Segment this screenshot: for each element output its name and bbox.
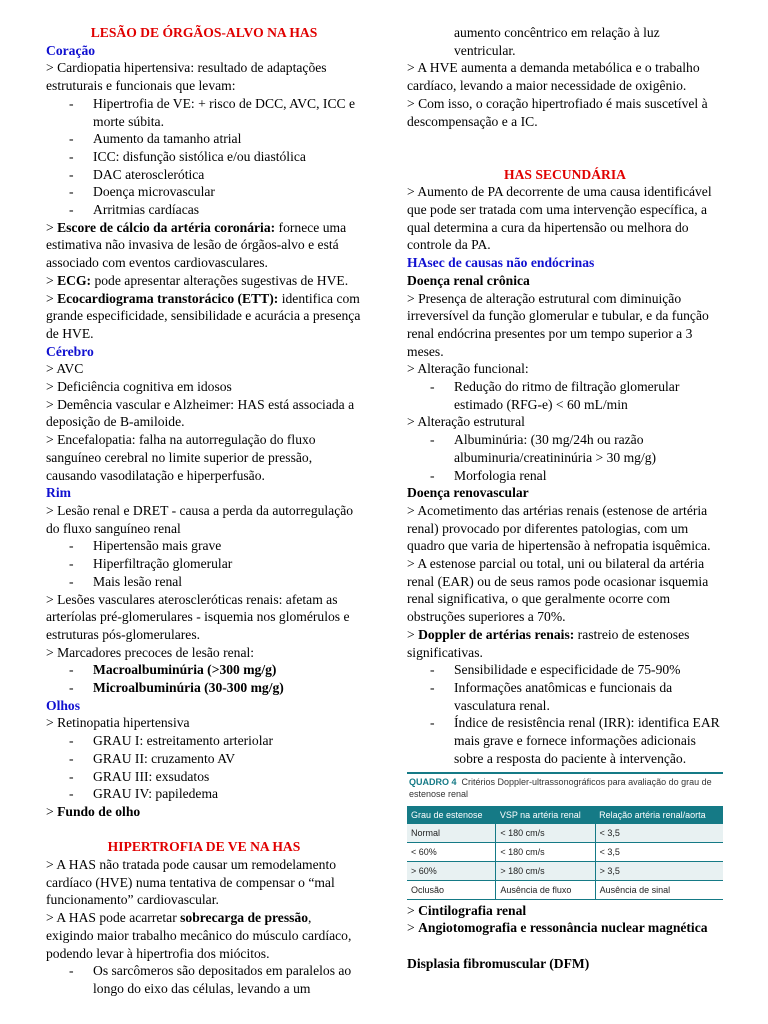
paragraph: > ECG: pode apresentar alterações sugestivas de HVE. [46,272,349,288]
bold-term: Ecocardiograma transtorácico (ETT): [57,290,279,306]
list-item: - GRAU I: estreitamento arteriolar [93,732,362,750]
list-item: - DAC aterosclerótica [93,166,362,184]
list-item: - Microalbuminúria (30-300 mg/g) [93,679,362,697]
paragraph: > A HAS pode acarretar sobrecarga de pressão, exigindo maior trabalho mecânico do músculo cardíaco, podendo levar à hipertrofia dos miócitos. [46,910,352,961]
heading-rim: Rim [46,485,71,501]
list-marcadores [46,661,362,696]
bold-term: Cintilografia renal [418,902,527,918]
table-header: Grau de estenose [407,806,496,824]
list-olhos [46,732,362,803]
bold-term: Doppler de artérias renais: [418,626,575,642]
list-item: - Hipertensão mais grave [93,537,362,555]
list-item: - Hipertrofia de VE: + risco de DCC, AVC, ICC e morte súbita. [93,95,362,130]
list-rim [46,537,362,590]
list-hve [46,962,362,997]
heading-drc: Doença renal crônica [407,272,530,288]
doppler-criteria-table [407,806,723,900]
bold-term: ECG: [57,272,92,288]
table-caption: QUADRO 4 Critérios Doppler-ultrassonográficos para avaliação do grau de estenose renal [407,772,723,806]
paragraph: > Cardiopatia hipertensiva: resultado de adaptações estruturais e funcionais que levam: [46,60,327,94]
list-item: - Albuminúria: (30 mg/24h ou razão albuminuria/creatininúria > 30 mg/g) [454,431,723,466]
bold-term: Escore de cálcio da artéria coronária: [57,219,276,235]
table-row: Normal < 180 cm/s < 3,5 [407,824,723,843]
list-item: - Macroalbuminúria (>300 mg/g) [93,661,362,679]
subheading-nao-endocrinas: HAsec de causas não endócrinas [407,255,595,271]
list-drc-estrutural [407,431,723,484]
paragraph: > Lesão renal e DRET - causa a perda da autorregulação do fluxo sanguíneo renal [46,502,354,536]
paragraph: > Acometimento das artérias renais (estenose de artéria renal) provocado por diferentes patologias, com um quadro que varia de hipertensão à nefropatia isquêmica. [407,502,711,554]
section-title-has-secundaria: HAS SECUNDÁRIA [504,166,626,182]
bold-term: sobrecarga de pressão [180,910,308,926]
table-row: < 60% < 180 cm/s < 3,5 [407,842,723,861]
paragraph: > Deficiência cognitiva em idosos [46,379,232,395]
paragraph: > Encefalopatia: falha na autorregulação do fluxo sanguíneo cerebral no limite superior de pressão, causando vasodilatação e hiperperfusão. [46,432,316,483]
table-row: > 60% > 180 cm/s > 3,5 [407,861,723,880]
list-item: - Os sarcômeros são depositados em paralelos ao longo do eixo das células, levando a um [93,962,362,997]
list-item: - Redução do ritmo de filtração glomerular estimado (RFG-e) < 60 mL/min [454,378,723,413]
paragraph: > Alteração estrutural [407,414,525,430]
list-item: - Hiperfiltração glomerular [93,555,362,573]
list-item: - ICC: disfunção sistólica e/ou diastólica [93,148,362,166]
paragraph: > Ecocardiograma transtorácico (ETT): identifica com grande especificidade, sensibilidade e acurácia a presença de HVE. [46,290,361,341]
heading-coracao: Coração [46,42,96,58]
section-title-hve: HIPERTROFIA DE VE NA HAS [107,839,301,855]
bold-term: Angiotomografia e ressonância nuclear magnética [418,920,708,936]
paragraph: > Demência vascular e Alzheimer: HAS está associada a deposição de B-amiloide. [46,396,355,430]
paragraph: > Alteração funcional: [407,361,529,377]
list-item: - Doença microvascular [93,183,362,201]
paragraph: > Lesões vasculares ateroscleróticas renais: afetam as arteríolas pré-glomerulares - isquemia nos glomérulos e estruturas pós-glomerulares. [46,591,350,642]
list-continuation [407,24,723,59]
section-title-lesao: LESÃO DE ÓRGÃOS-ALVO NA HAS [90,25,318,40]
paragraph: > Aumento de PA decorrente de uma causa identificável que pode ser tratada com uma intervenção específica, a qual determina a cura da hipertensão ou melhora do controle da PA. [407,184,712,253]
paragraph: > Fundo de olho [46,803,141,819]
heading-olhos: Olhos [46,697,80,713]
list-item: - GRAU III: exsudatos [93,768,362,786]
list-item: - Arritmias cardíacas [93,201,362,219]
list-doppler [407,661,723,767]
list-item: - Sensibilidade e especificidade de 75-90% [454,661,723,679]
table-header: VSP na artéria renal [496,806,595,824]
heading-cerebro: Cérebro [46,343,94,359]
list-item: - Morfologia renal [454,467,723,485]
bold-term: Fundo de olho [57,803,141,819]
paragraph: > Doppler de artérias renais: rastreio de estenoses significativas. [407,626,690,660]
table-row: Oclusão Ausência de fluxo Ausência de sinal [407,880,723,899]
paragraph: > A estenose parcial ou total, uni ou bilateral da artéria renal (EAR) ou de seus ramos pode ocasionar isquemia renal significativa, o que geralmente ocorre com obstruções superiores a 70%. [407,556,709,625]
list-item-continuation: aumento concêntrico em relação à luz ventricular. [454,25,660,58]
list-item: - Informações anatômicas e funcionais da vasculatura renal. [454,679,723,714]
paragraph: > A HAS não tratada pode causar um remodelamento cardíaco (HVE) numa tentativa de compensar o “mal funcionamento” cardiovascular. [46,857,337,908]
paragraph: > Presença de alteração estrutural com diminuição irreversível da função glomerular e tubular, e da função renal endócrina presentes por um tempo superior a 3 meses. [407,290,709,359]
list-coracao [46,95,362,219]
paragraph: > Marcadores precoces de lesão renal: [46,644,255,660]
paragraph: > AVC [46,361,84,377]
heading-drv: Doença renovascular [407,485,529,501]
list-item: - GRAU II: cruzamento AV [93,750,362,768]
paragraph: > Angiotomografia e ressonância nuclear magnética [407,920,708,936]
paragraph: > Escore de cálcio da artéria coronária: fornece uma estimativa não invasiva de lesão de órgãos-alvo e está associado com eventos cardiovasculares. [46,219,347,271]
list-drc-funcional [407,378,723,413]
list-item: - Mais lesão renal [93,573,362,591]
paragraph: > Com isso, o coração hipertrofiado é mais suscetível à descompensação e a IC. [407,95,708,129]
heading-dfm: Displasia fibromuscular (DFM) [407,955,590,971]
quadro-4-table [407,772,723,900]
list-item: - Aumento da tamanho atrial [93,130,362,148]
paragraph: > A HVE aumenta a demanda metabólica e o trabalho cardíaco, levando a maior necessidade de oxigênio. [407,60,700,94]
table-header: Relação artéria renal/aorta [595,806,723,824]
list-item: - Índice de resistência renal (IRR): identifica EAR mais grave e fornece informações adicionais sobre a resposta do paciente à intervenção. [454,714,723,767]
list-item: - GRAU IV: papiledema [93,785,362,803]
paragraph: > Cintilografia renal [407,902,527,918]
left-column [46,24,362,998]
right-column [407,24,723,972]
paragraph: > Retinopatia hipertensiva [46,715,190,731]
